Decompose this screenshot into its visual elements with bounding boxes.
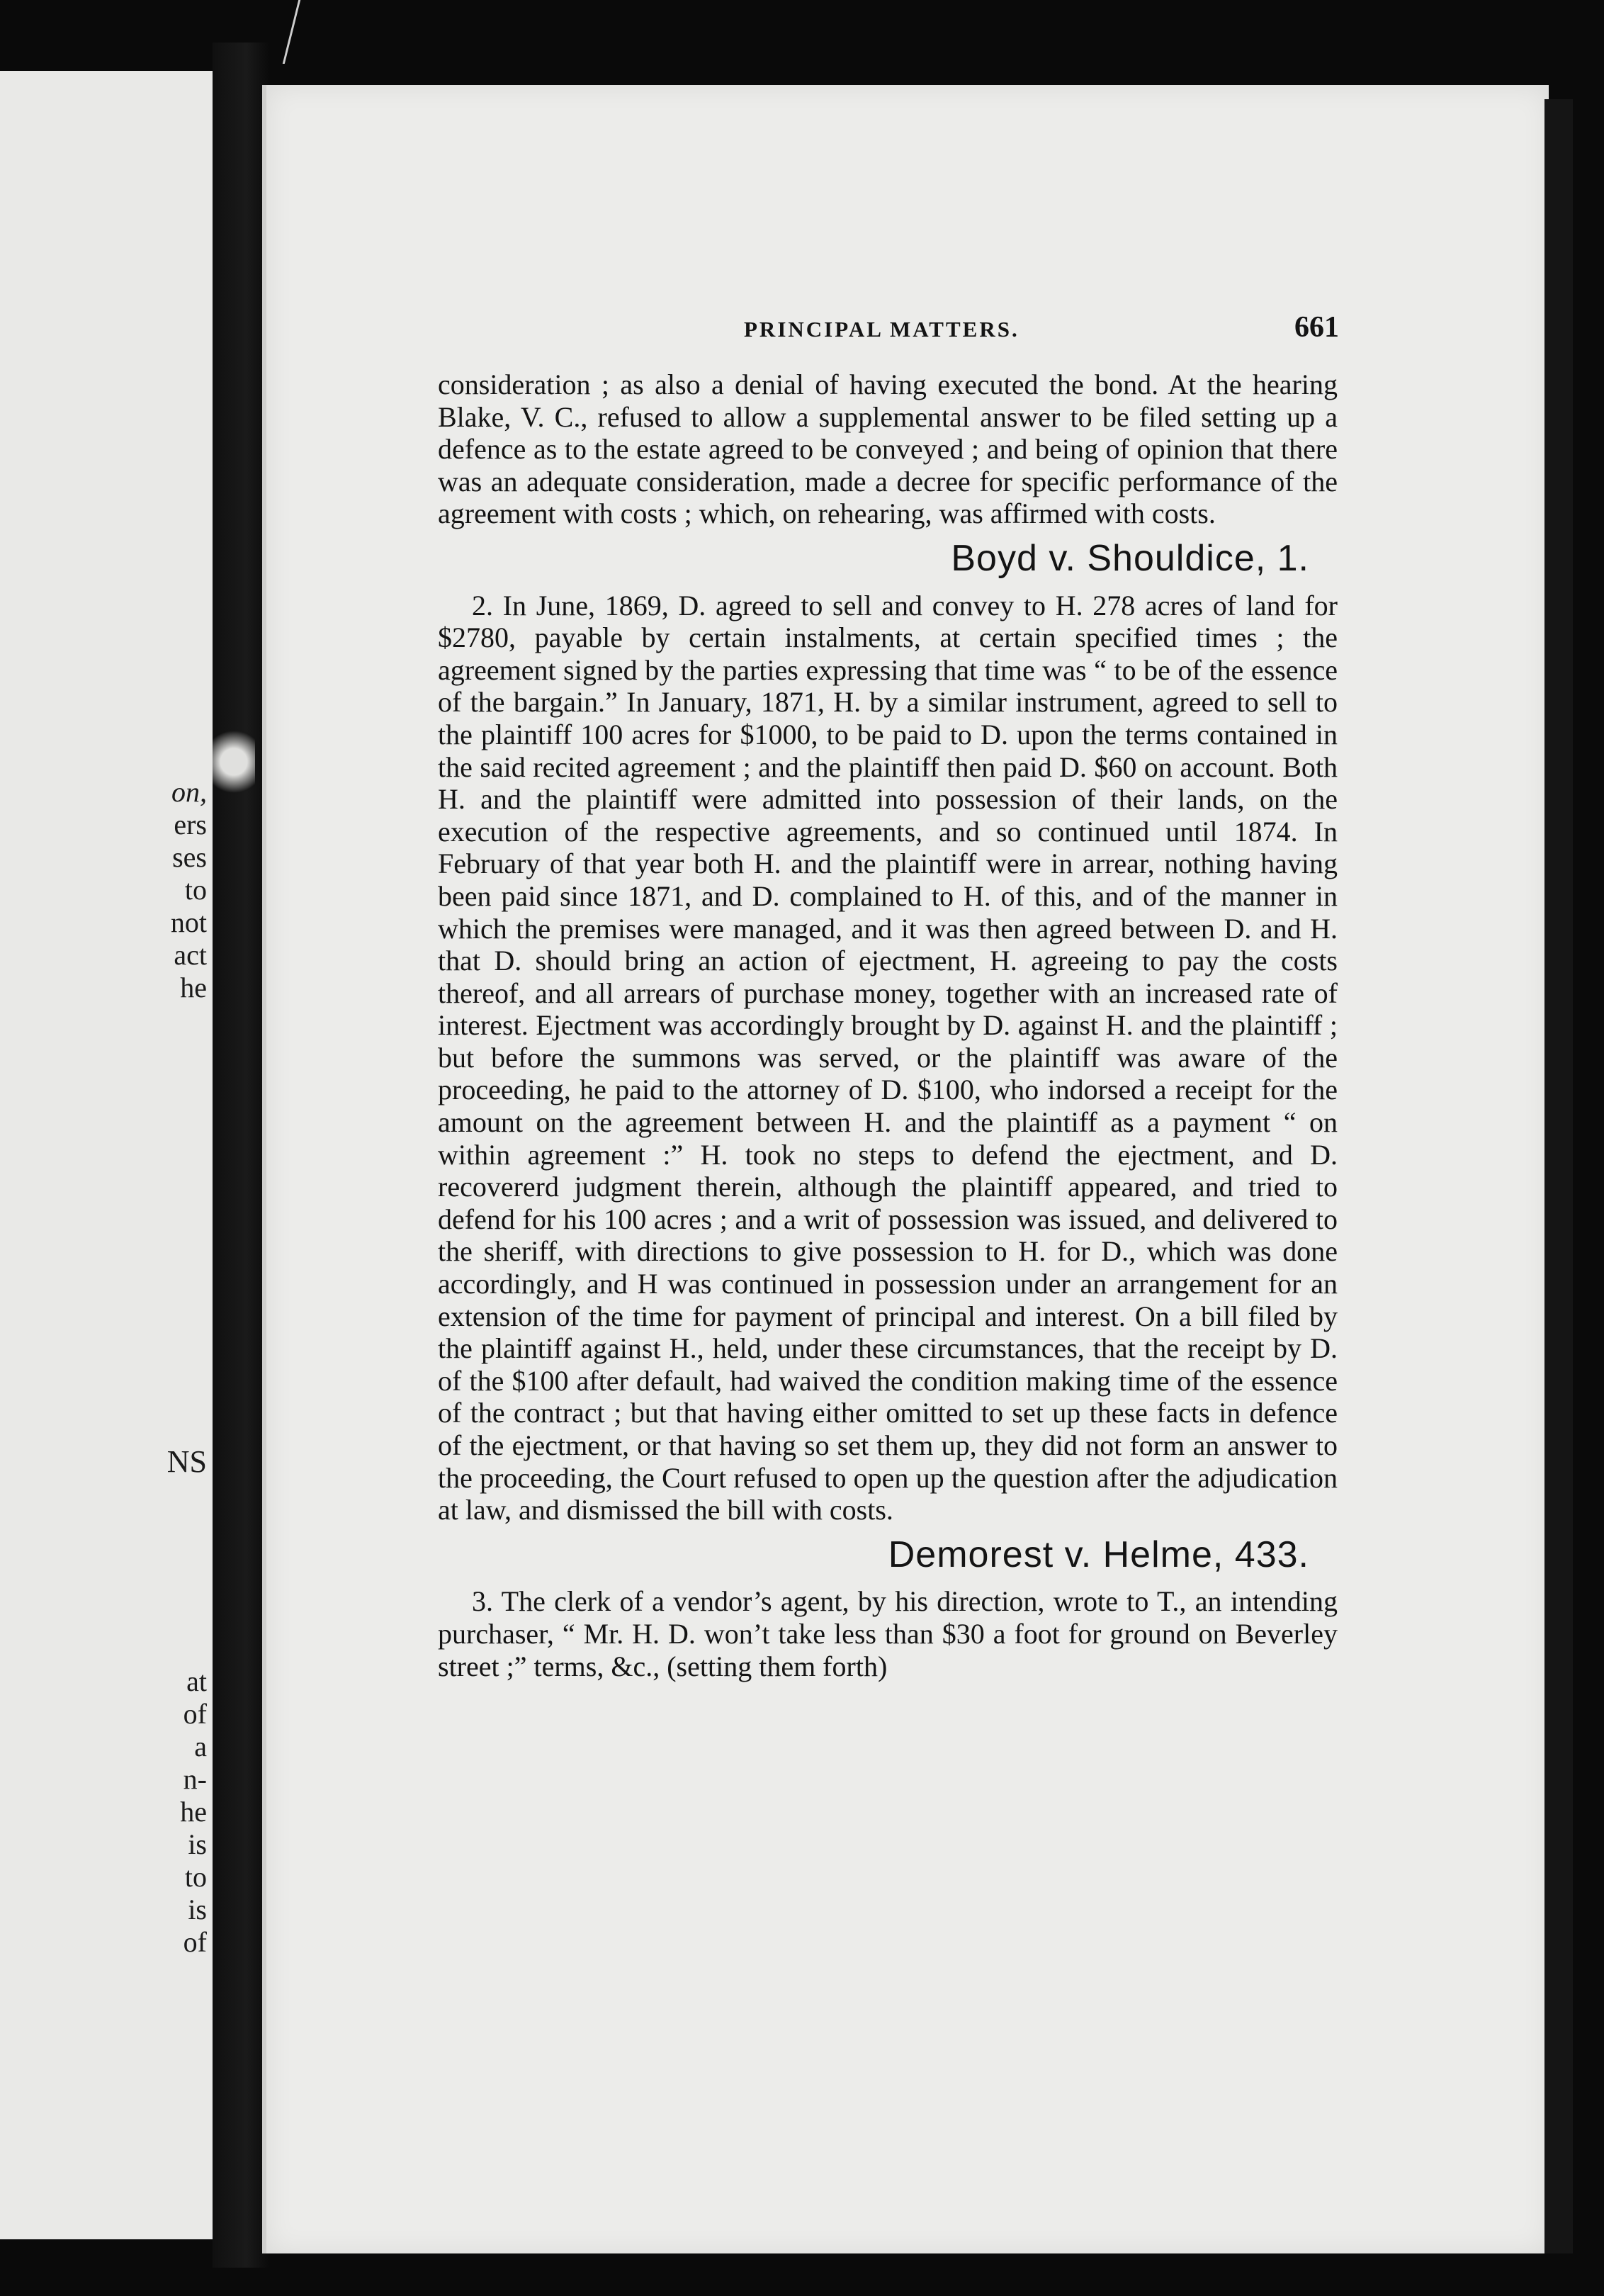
left-edge-text-bottom xyxy=(0,1665,213,1959)
edge-fragment: he xyxy=(180,972,207,1003)
page-body xyxy=(438,368,1338,1682)
running-head: PRINCIPAL MATTERS. xyxy=(744,317,1020,342)
edge-fragment: he xyxy=(180,1796,207,1828)
edge-fragment: is xyxy=(188,1828,207,1860)
edge-fragment: at xyxy=(186,1665,207,1697)
paper-blemish xyxy=(213,723,255,801)
edge-fragment: n- xyxy=(183,1763,207,1795)
edge-fragment: on, xyxy=(171,776,207,808)
paragraph-2: 2. In June, 1869, D. agreed to sell and convey to H. 278 acres of land for $2780, payable by certain instalments, at certain specified times ; the agreement signed by the parties expressing that time was “ to be of the essence of the bargain.” In January, 1871, H. by a similar instrument, agreed to sell to the plaintiff 100 acres for $1000, to be paid to D. upon the terms contained in the said recited agreement ; and the plaintiff then paid D. $60 on account. Both H. and the plaintiff were admitted into possession of their lands, on the execution of the respective agreements, and so continued until 1874. In February of that year both H. and the plaintiff were in arrear, nothing having been paid since 1871, and D. complained to H. of this, and of the manner in which the premises were managed, and it was then agreed between D. and H. that D. should bring an action of ejectment, H. agreeing to pay the costs thereof, and all arrears of purchase money, together with an increased rate of interest. Ejectment was accordingly brought by D. against H. and the plaintiff ; but before the summons was served, or the plaintiff was aware of the proceeding, he paid to the attorney of D. $100, who indorsed a receipt for the amount on the agreement between H. and the plaintiff as a payment “ on within agreement :” H. took no steps to defend the ejectment, and D. recovererd judgment therein, although the plaintiff appeared, and tried to defend for his 100 acres ; and a writ of possession was issued, and delivered to the sheriff, with directions to give possession to H. for D., which was done accordingly, and H was continued in possession under an arrangement for an extension of the time for payment of principal and interest. On a bill filed by the plaintiff against H., held, under these circumstances, that the receipt by D. of the $100 after default, had waived the condition making time of the essence of the contract ; but that having either omitted to set up these facts in defence of the ejectment, or that having so set them up, they did not form an answer to the proceeding, the Court refused to open up the question after the adjudication at law, and dismissed the bill with costs. xyxy=(438,589,1338,1526)
left-edge-text-top xyxy=(0,776,213,1004)
edge-fragment: NS xyxy=(166,1444,207,1479)
case-citation-2: Demorest v. Helme, 433. xyxy=(888,1534,1309,1575)
page-header xyxy=(744,310,1339,344)
edge-fragment: to xyxy=(184,874,207,906)
case-citation-1: Boyd v. Shouldice, 1. xyxy=(951,537,1309,579)
edge-fragment: ses xyxy=(172,841,207,873)
edge-fragment: to xyxy=(184,1861,207,1893)
edge-fragment: not xyxy=(170,906,207,938)
edge-fragment: act xyxy=(174,939,207,971)
edge-fragment: is xyxy=(188,1893,207,1925)
edge-fragment: ers xyxy=(174,809,207,840)
scan-thread-mark xyxy=(283,0,329,64)
paragraph-3: 3. The clerk of a vendor’s agent, by his direction, wrote to T., an intending purchaser, “ Mr. H. D. won’t take less than $30 a foot for ground on Beverley street ;” terms, &c., (setting them forth) xyxy=(438,1585,1338,1682)
paragraph-1: consideration ; as also a denial of having executed the bond. At the hearing Blake, V. C., refused to allow a supplemental answer to be filed setting up a defence as to the estate agreed to be conveyed ; and being of opinion that there was an adequate consideration, made a decree for specific performance of the agreement with costs ; which, on rehearing, was affirmed with costs. xyxy=(438,368,1338,530)
edge-fragment: of xyxy=(183,1698,207,1730)
left-facing-page xyxy=(0,71,213,2239)
edge-fragment: a xyxy=(194,1731,207,1762)
binding-gutter xyxy=(213,43,269,2268)
page-number: 661 xyxy=(1294,311,1339,344)
page-edge-shadow xyxy=(1544,99,1573,2253)
edge-fragment: of xyxy=(183,1926,207,1958)
left-edge-text-mid xyxy=(0,1446,213,1478)
